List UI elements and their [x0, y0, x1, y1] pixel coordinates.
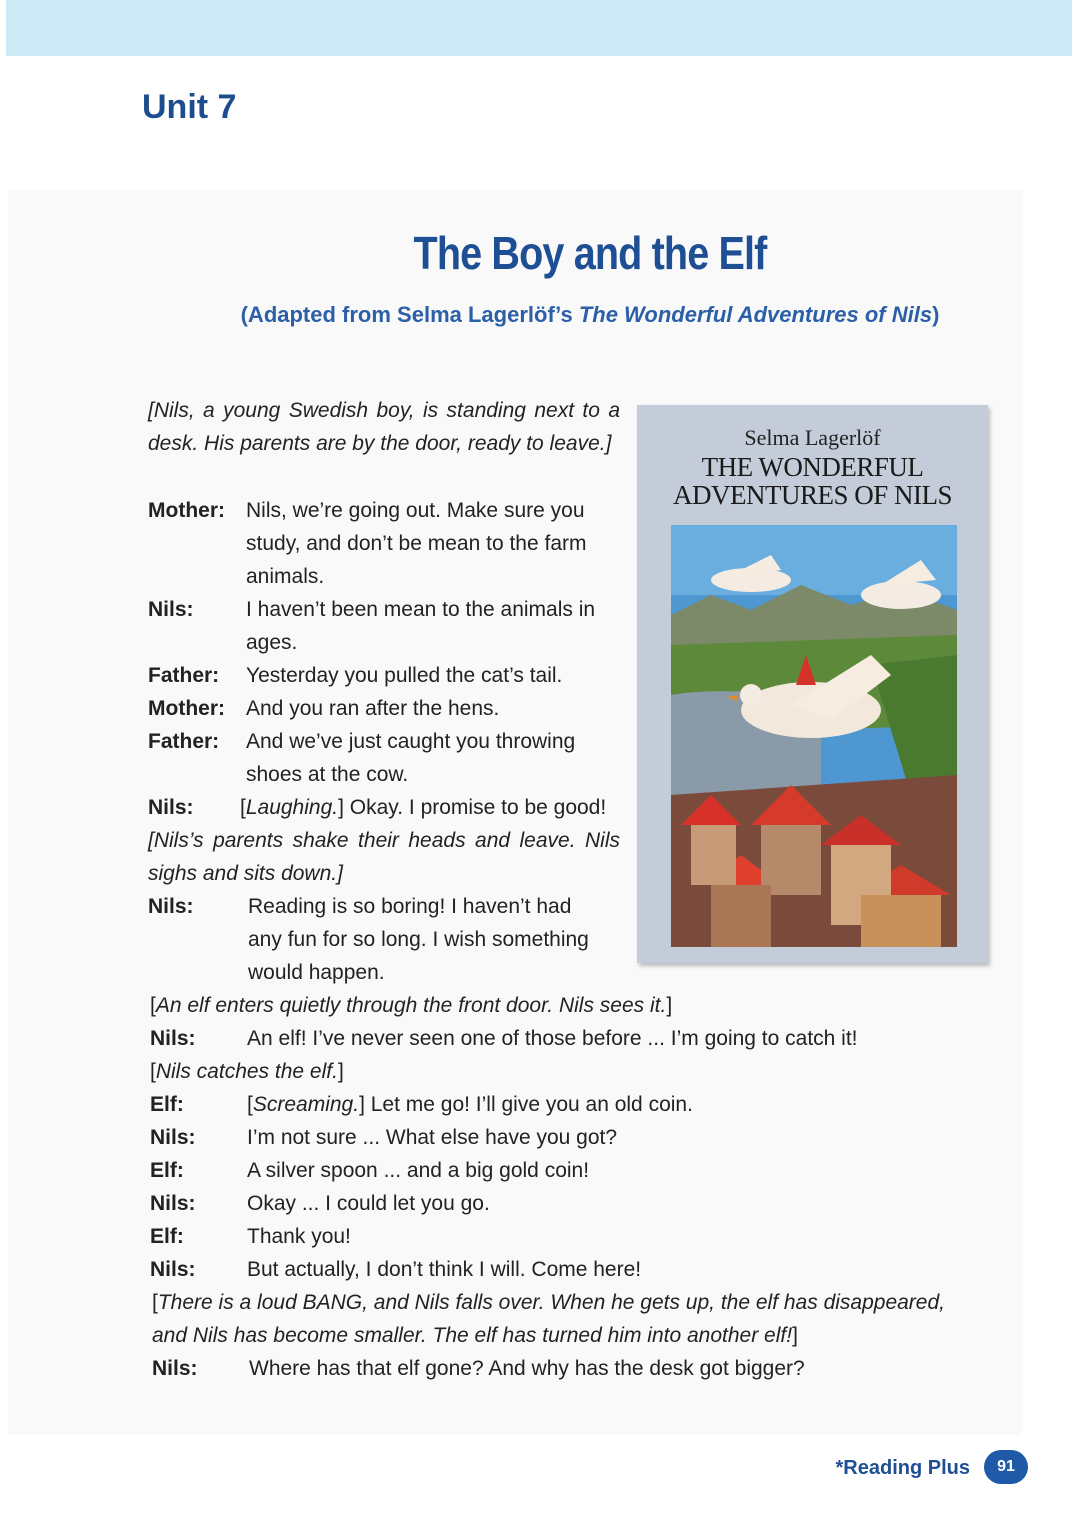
footer-section-label: *Reading Plus — [835, 1457, 970, 1479]
line-text: I haven’t been mean to the animals in — [246, 598, 596, 621]
line-text: Reading is so boring! I haven’t had — [248, 895, 572, 918]
stage-text: There is a loud BANG, and Nils falls over. When he gets up, the elf has disappeared, — [157, 1291, 945, 1314]
line-text: Yesterday you pulled the cat’s tail. — [246, 664, 563, 687]
line-text: Thank you! — [247, 1225, 351, 1248]
stage-text: Nils catches the elf. — [155, 1060, 338, 1083]
dialogue-line — [150, 1022, 858, 1055]
speaker-label: Nils: — [150, 1027, 196, 1050]
dialogue-line — [150, 1253, 641, 1286]
speaker-label: Father: — [148, 664, 220, 687]
inline-stage-direction: Screaming. — [252, 1093, 360, 1116]
dialogue-line — [150, 1187, 490, 1220]
line-text: ages. — [246, 631, 298, 654]
speaker-label: Nils: — [148, 796, 194, 819]
stage-text: An elf enters quietly through the front door. Nils sees it. — [155, 994, 667, 1017]
inline-stage-direction: Laughing. — [245, 796, 339, 819]
line-text: And you ran after the hens. — [246, 697, 500, 720]
line-text: A silver spoon ... and a big gold coin! — [247, 1159, 590, 1182]
dialogue-line — [152, 1352, 805, 1385]
story-title: The Boy and the Elf — [413, 227, 767, 279]
dialogue-line — [150, 1220, 351, 1253]
stage-direction: [Nils’s parents shake their heads and leave. Nils sighs and sits down.] — [148, 829, 620, 885]
line-text: An elf! I’ve never seen one of those before ... I’m going to catch it! — [247, 1027, 858, 1050]
speaker-label: Elf: — [150, 1225, 184, 1248]
page-number: 91 — [984, 1450, 1028, 1484]
book-cover-illustration — [671, 525, 957, 947]
line-text: Nils, we’re going out. Make sure you — [246, 499, 585, 522]
dialogue-line — [148, 692, 499, 725]
stage-direction: [There is a loud BANG, and Nils falls over. When he gets up, the elf has disappeared, — [152, 1291, 945, 1314]
stage-direction: [Nils catches the elf.] — [150, 1060, 344, 1083]
line-text: shoes at the cow. — [246, 763, 409, 786]
unit-label: Unit 7 — [142, 88, 237, 126]
line-text: Let me go! I’ll give you an old coin. — [364, 1093, 693, 1116]
speaker-label: Nils: — [148, 895, 194, 918]
dialogue-line — [148, 494, 585, 527]
book-title — [637, 453, 988, 509]
line-text: Okay ... I could let you go. — [247, 1192, 490, 1215]
book-title-line1: THE WONDERFUL — [701, 452, 924, 482]
subtitle-prefix: (Adapted from Selma Lagerlöf’s — [240, 302, 579, 327]
book-title-line2: ADVENTURES OF NILS — [672, 480, 952, 510]
dialogue-line — [150, 1154, 589, 1187]
line-text: Where has that elf gone? And why has the desk got bigger? — [249, 1357, 805, 1380]
speaker-label: Elf: — [150, 1093, 184, 1116]
stage-text: and Nils has become smaller. The elf has turned him into another elf! — [152, 1324, 793, 1347]
stage-direction: [Nils, a young Swedish boy, is standing next to a desk. His parents are by the door, ready to leave.] — [148, 399, 620, 455]
subtitle-suffix: ) — [932, 302, 940, 327]
dialogue-line — [148, 725, 575, 758]
stage-direction: and Nils has become smaller. The elf has turned him into another elf!] — [152, 1324, 798, 1347]
speaker-label: Elf: — [150, 1159, 184, 1182]
speaker-label: Mother: — [148, 499, 225, 522]
speaker-label: Nils: — [152, 1357, 198, 1380]
line-text: would happen. — [248, 961, 385, 984]
line-text: any fun for so long. I wish something — [248, 928, 589, 951]
line-text: I’m not sure ... What else have you got? — [247, 1126, 618, 1149]
line-text: But actually, I don’t think I will. Come here! — [247, 1258, 642, 1281]
speaker-label: Nils: — [150, 1192, 196, 1215]
line-text: animals. — [246, 565, 325, 588]
line-text: Okay. I promise to be good! — [343, 796, 607, 819]
speaker-label: Nils: — [150, 1126, 196, 1149]
speaker-label: Father: — [148, 730, 220, 753]
speaker-label: Mother: — [148, 697, 225, 720]
dialogue-line — [148, 659, 562, 692]
subtitle-book-title: The Wonderful Adventures of Nils — [578, 302, 933, 327]
dialogue-line: Elf: [Screaming.] Let me go! I’ll give you an old coin. — [150, 1088, 693, 1121]
line-text: And we’ve just caught you throwing — [246, 730, 576, 753]
dialogue-line — [150, 1121, 617, 1154]
book-cover — [637, 405, 988, 963]
speaker-label: Nils: — [150, 1258, 196, 1281]
stage-direction: [An elf enters quietly through the front door. Nils sees it.] — [150, 994, 673, 1017]
dialogue-line — [148, 890, 571, 923]
speaker-label: Nils: — [148, 598, 194, 621]
dialogue-line — [148, 593, 595, 626]
book-author: Selma Lagerlöf — [744, 425, 881, 450]
story-subtitle — [0, 302, 1080, 328]
top-band — [6, 0, 1072, 56]
line-text: study, and don’t be mean to the farm — [246, 532, 587, 555]
dialogue-line: Nils: [Laughing.] Okay. I promise to be good! — [148, 791, 606, 824]
